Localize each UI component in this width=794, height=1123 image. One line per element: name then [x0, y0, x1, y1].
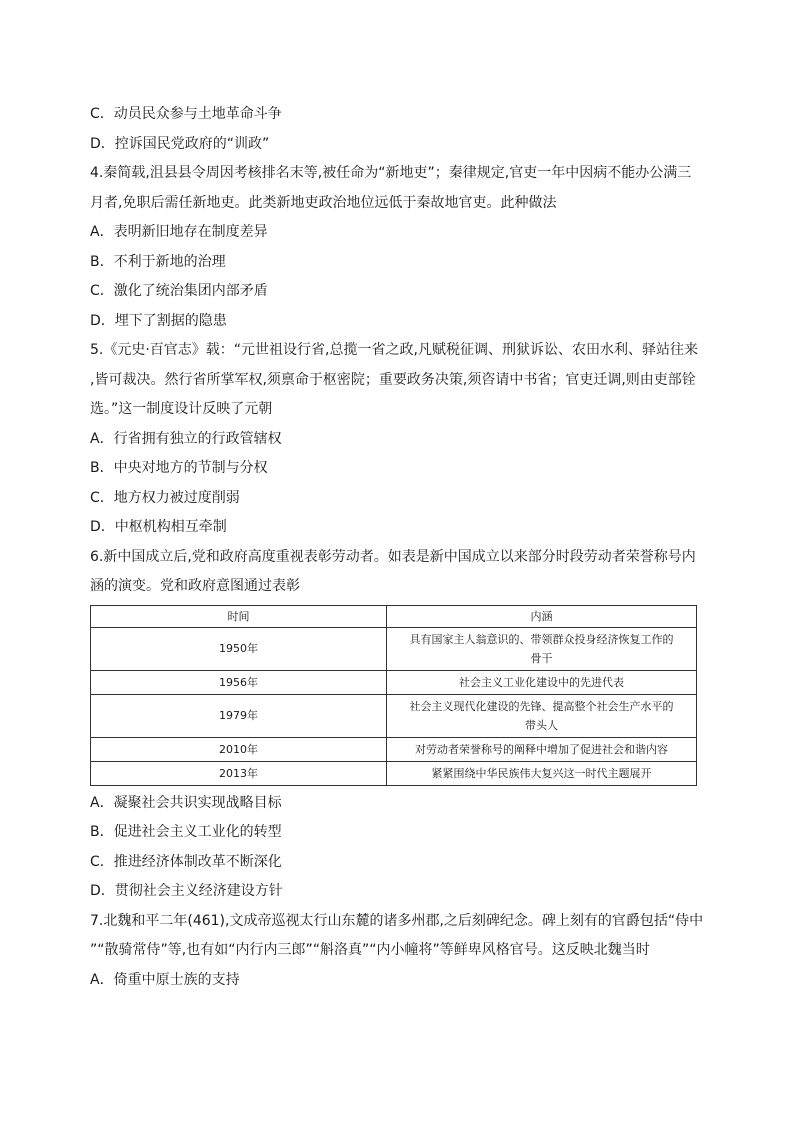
- q5-stem-line-1: 5.《元史·百官志》载：“元世祖设行省,总揽一省之政,凡赋税征调、刑狱诉讼、农田水利、驿站往来: [90, 342, 698, 358]
- exam-page: [90, 100, 706, 995]
- table-cell-year: 1979年: [91, 694, 387, 737]
- table-cell-meaning: [387, 670, 697, 694]
- question-3-options: [90, 100, 706, 159]
- table-row: [91, 694, 697, 737]
- q6-option-b: B．促进社会主义工业化的转型: [90, 824, 282, 840]
- q3-option-c: C．动员民众参与土地革命斗争: [90, 106, 282, 122]
- table-header-meaning: 内涵: [387, 605, 697, 627]
- table-row: [91, 761, 697, 785]
- q5-option-b: B．中央对地方的节制与分权: [90, 460, 268, 476]
- q6-option-a: A．凝聚社会共识实现战略目标: [90, 794, 282, 811]
- table-cell-meaning: [387, 627, 697, 670]
- table-cell-year: 1950年: [91, 627, 387, 670]
- q4-option-c: C．激化了统治集团内部矛盾: [90, 283, 268, 299]
- q7-stem-line-1: 7.北魏和平二年(461),文成帝巡视太行山东麓的诸多州郡,之后刻碑纪念。碑上刻有的官爵包括“侍中: [90, 912, 704, 929]
- q6-stem-line-2: 涵的演变。党和政府意图通过表彰: [90, 578, 300, 594]
- honor-title-table: [90, 605, 697, 786]
- q7-stem-line-2: ”“散骑常侍”等,也有如“内行内三郎”“斛洛真”“内小幢将”等鲜卑风格官号。这反映北魏当时: [90, 942, 650, 958]
- q5-stem-line-2: ,皆可裁决。然行省所掌军权,须禀命于枢密院；重要政务决策,须咨请中书省；官吏迁调,则由吏部铨: [90, 371, 696, 388]
- q4-stem-line-2: 月者,免职后需任新地吏。此类新地吏政治地位远低于秦故地官吏。此种做法: [90, 194, 557, 211]
- table-cell-year: 2010年: [91, 737, 387, 761]
- table-row: [91, 737, 697, 761]
- cell-text-line: 对劳动者荣誉称号的阐释中增加了促进社会和谐内容: [415, 742, 668, 756]
- table-header-row: [91, 605, 697, 627]
- question-4: [90, 159, 706, 336]
- cell-text-line: 社会主义工业化建设中的先进代表: [459, 675, 624, 689]
- question-6: [90, 543, 706, 907]
- q4-option-b: B．不利于新地的治理: [90, 253, 226, 270]
- cell-text-line: 带头人: [525, 718, 558, 732]
- table-cell-meaning: [387, 694, 697, 737]
- cell-text-line: 具有国家主人翁意识的、带领群众投身经济恢复工作的: [409, 632, 674, 646]
- q5-option-c: C．地方权力被过度削弱: [90, 489, 240, 506]
- table-cell-meaning: [387, 737, 697, 761]
- table-header-time: 时间: [91, 605, 387, 627]
- q4-option-d: D．埋下了割据的隐患: [90, 312, 227, 329]
- cell-text-line: 社会主义现代化建设的先锋、提高整个社会生产水平的: [409, 699, 674, 713]
- table-cell-year: 2013年: [91, 761, 387, 785]
- q6-option-d: D．贯彻社会主义经济建设方针: [90, 883, 283, 899]
- q5-stem-line-3: 选。”这一制度设计反映了元朝: [90, 401, 273, 417]
- table-row: [91, 627, 697, 670]
- table-cell-year: 1956年: [91, 670, 387, 694]
- table-cell-meaning: [387, 761, 697, 785]
- cell-text-line: 紧紧围绕中华民族伟大复兴这一时代主题展开: [431, 766, 652, 780]
- q4-option-a: A．表明新旧地存在制度差异: [90, 224, 268, 240]
- q6-option-c: C．推进经济体制改革不断深化: [90, 853, 282, 870]
- question-7: [90, 907, 706, 996]
- q7-option-a: A．倚重中原士族的支持: [90, 971, 240, 988]
- question-5: [90, 336, 706, 543]
- q5-option-d: D．中枢机构相互牵制: [90, 519, 227, 535]
- cell-text-line: 骨干: [530, 651, 553, 665]
- q4-stem-line-1: 4.秦简载,沮县县令周因考核排名末等,被任命为“新地吏”；秦律规定,官吏一年中因病不能办公满三: [90, 165, 692, 181]
- q6-stem-line-1: 6.新中国成立后,党和政府高度重视表彰劳动者。如表是新中国成立以来部分时段劳动者荣誉称号内: [90, 548, 696, 565]
- table-row: [91, 670, 697, 694]
- q5-option-a: A．行省拥有独立的行政管辖权: [90, 430, 282, 447]
- q3-option-d: D．控诉国民党政府的“训政”: [90, 135, 270, 152]
